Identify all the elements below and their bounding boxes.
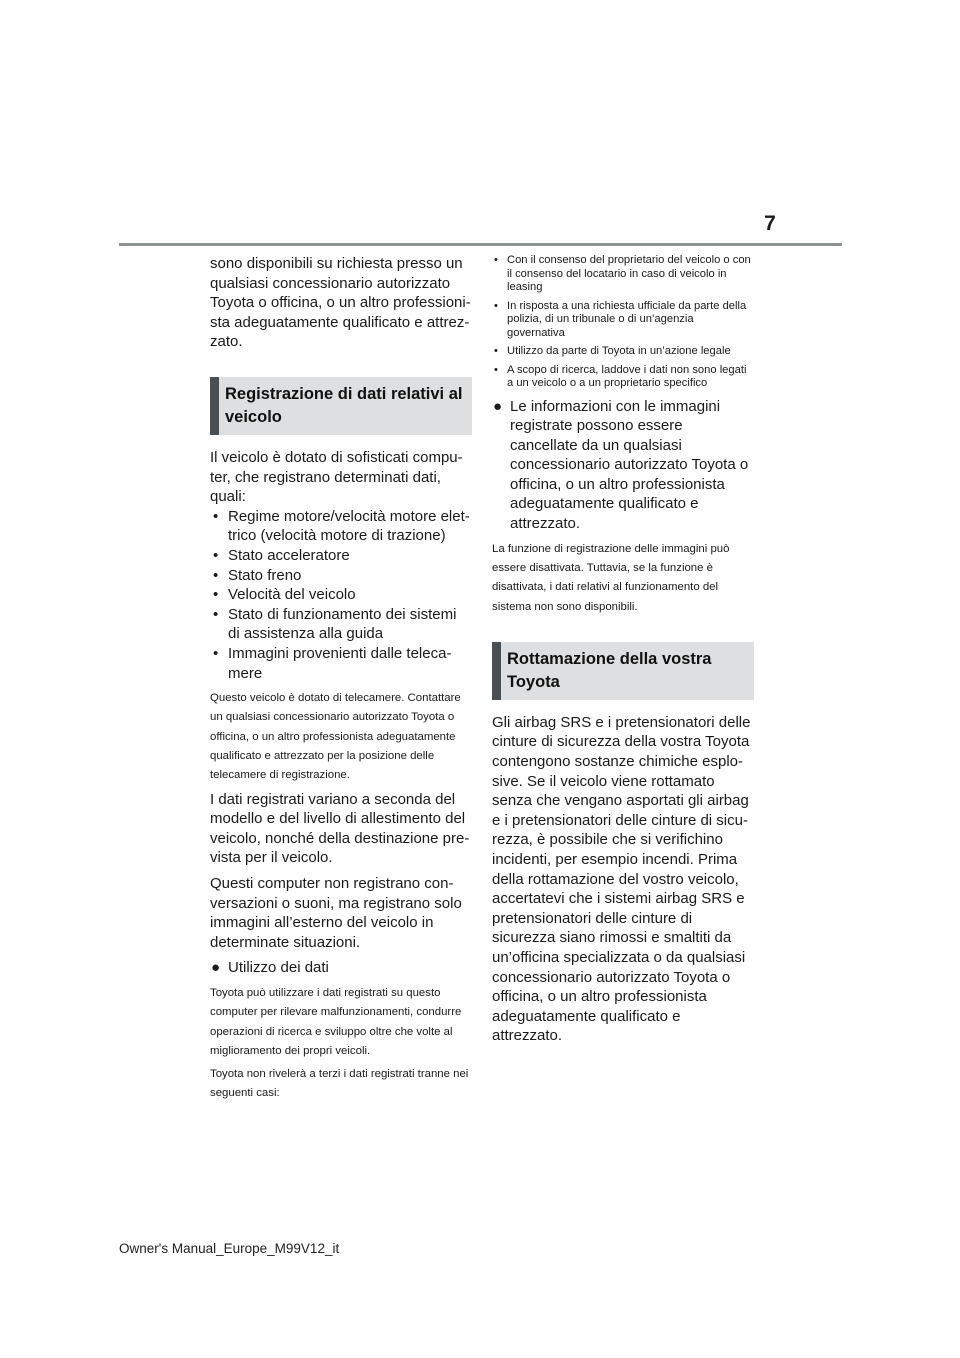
footer-label: Owner's Manual_Europe_M99V12_it — [119, 1241, 340, 1256]
list-item: • Stato di funzionamento dei sistemi di assistenza alla guida — [213, 605, 457, 643]
computer-paragraph: Il veicolo è dotato di sofisticati computer, che registrano determinati dati, quali: — [210, 448, 463, 506]
section-heading-data-recording: Registrazione di dati relativi al veicolo — [210, 377, 472, 435]
recorded-data-list — [210, 507, 472, 683]
page-number: 7 — [764, 212, 776, 235]
bullet-dot-icon: • — [213, 605, 219, 623]
bullet-dot-icon: • — [494, 345, 498, 357]
filled-circle-icon: ● — [211, 959, 221, 977]
data-variation-paragraph: I dati registrati variano a seconda del modello e del livello di allestimento del veicolo, nonché della destinazione prevista per il veicolo. — [210, 790, 470, 867]
list-item: • Stato freno — [213, 566, 302, 584]
list-item: • In risposta a una richiesta ufficiale da parte della polizia, di un tribunale o di un’agenzia governativa — [494, 299, 747, 339]
data-usage-note: Toyota può utilizzare i dati registrati su questo computer per rilevare malfunzionamenti, condurre operazioni di ricerca e sviluppo oltre che volte al miglioramento dei propri veicoli. — [210, 986, 462, 1057]
bullet-dot-icon: • — [213, 586, 219, 604]
bullet-dot-icon: • — [213, 507, 219, 525]
disclosure-cases-list — [492, 254, 754, 391]
bullet-dot-icon: • — [494, 254, 498, 266]
data-usage-heading: ● Utilizzo dei dati — [211, 959, 329, 977]
section-heading-scrapping: Rottamazione della vostra Toyota — [492, 642, 754, 700]
header-rule — [119, 243, 842, 246]
image-deletion-paragraph: ● Le informazioni con le immagini registrate possono essere cancellate da un qualsiasi concessionario autorizzato Toyota o officina, o un altro professionista adeguatamente qualificato e attrezzato. — [493, 397, 749, 533]
list-item: • Regime motore/velocità motore elettrico (velocità motore di trazione) — [213, 507, 470, 545]
list-item: • Con il consenso del proprietario del veicolo o con il consenso del locatario in caso di veicolo in leasing — [494, 254, 751, 293]
right-column — [492, 254, 754, 1052]
disclosure-note: Toyota non rivelerà a terzi i dati registrati tranne nei seguenti casi: — [210, 1068, 469, 1100]
bullet-dot-icon: • — [494, 363, 498, 376]
left-column — [210, 254, 472, 1108]
list-item: • Immagini provenienti dalle telecamere — [213, 644, 452, 682]
bullet-dot-icon: • — [213, 566, 219, 584]
list-item: • Stato acceleratore — [213, 546, 350, 564]
bullet-dot-icon: • — [213, 546, 219, 564]
list-item: • Velocità del veicolo — [213, 586, 356, 604]
recording-scope-paragraph: Questi computer non registrano conversazioni o suoni, ma registrano solo immagini all’esterno del veicolo in determinate situazioni. — [210, 874, 462, 951]
filled-circle-icon: ● — [493, 397, 503, 415]
list-item: • A scopo di ricerca, laddove i dati non sono legati a un veicolo o a un proprietario specifico — [494, 363, 747, 389]
image-recording-note: La funzione di registrazione delle immagini può essere disattivata. Tuttavia, se la funzione è disattivata, i dati relativi al funzionamento del sistema non sono disponibili. — [492, 542, 730, 613]
intro-paragraph: sono disponibili su richiesta presso un qualsiasi concessionario autorizzato Toyota o officina, o un altro professionista adeguatamente qualificato e attrezzato. — [210, 255, 471, 351]
bullet-dot-icon: • — [213, 644, 219, 662]
bullet-dot-icon: • — [494, 299, 498, 312]
list-item: • Utilizzo da parte di Toyota in un’azione legale — [494, 345, 731, 357]
scrapping-paragraph: Gli airbag SRS e i pretensionatori delle cinture di sicurezza della vostra Toyota contengono sostanze chimiche esplosive. Se il veicolo viene rottamato senza che vengano asportati gli airbag e i pretensionatori delle cinture di sicurezza, è possibile che si verifichino incidenti, per esempio incendi. Prima della rottamazione del vostro veicolo, accertatevi che i sistemi airbag SRS e pretensionatori delle cinture di sicurezza siano rimossi e smaltiti da un’officina specializzata o da qualsiasi concessionario autorizzato Toyota o officina, o un altro professionista adeguatamente qualificato e attrezzato. — [492, 713, 751, 1045]
camera-note: Questo veicolo è dotato di telecamere. Contattare un qualsiasi concessionario autorizzato Toyota o officina, o un altro professionista adeguatamente qualificato e attrezzato per la posizione delle telecamere di registrazione. — [210, 692, 461, 782]
